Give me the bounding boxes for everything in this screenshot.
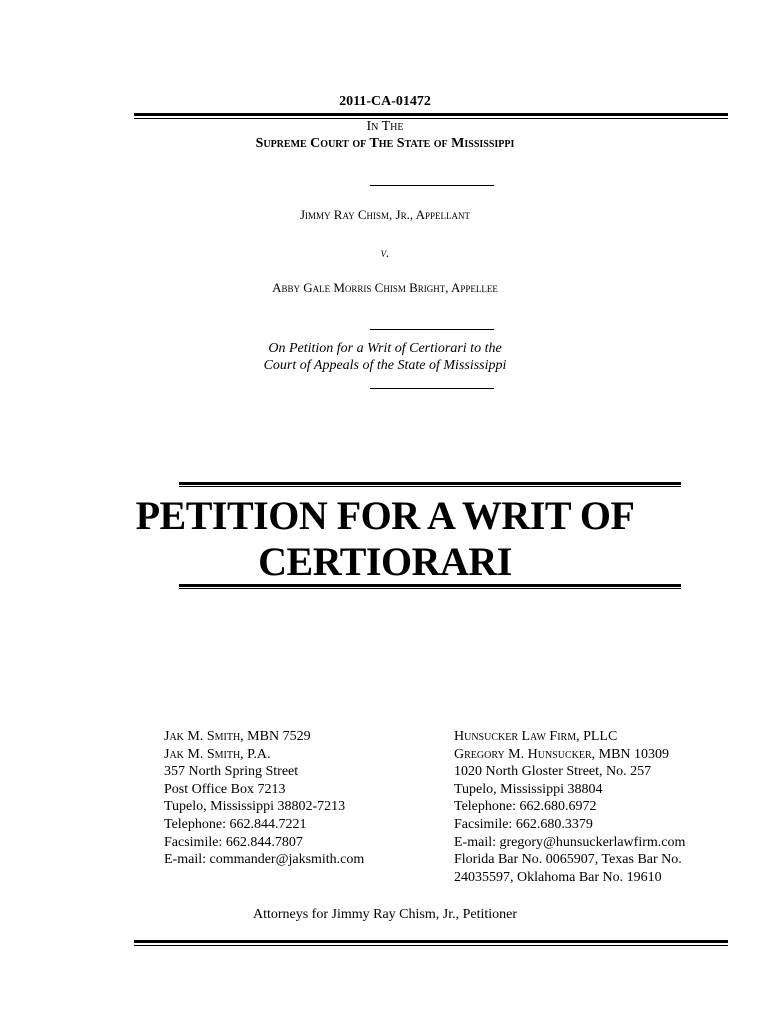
attorney-email: E-mail: gregory@hunsuckerlawfirm.com — [454, 834, 686, 850]
petition-subtitle-line2: Court of Appeals of the State of Mississippi — [263, 358, 507, 373]
footer-double-rule — [134, 940, 728, 946]
attorney-city: Tupelo, Mississippi 38804 — [454, 781, 603, 797]
attorney-city: Tupelo, Mississippi 38802-7213 — [164, 799, 346, 815]
appellant-name: Jimmy Ray Chism, Jr., Appellant — [299, 207, 471, 222]
attorney-telephone: Telephone: 662.680.6972 — [454, 799, 597, 815]
document-title — [0, 493, 770, 585]
court-name: Supreme Court of The State of Mississippi — [255, 136, 515, 151]
left-attorney-block — [164, 728, 364, 869]
petition-subtitle-line1: On Petition for a Writ of Certiorari to the — [268, 341, 502, 356]
attorney-street: 1020 North Gloster Street, No. 257 — [454, 764, 652, 780]
attorney-firm: Hunsucker Law Firm, PLLC — [454, 729, 618, 744]
attorney-facsimile: Facsimile: 662.844.7807 — [164, 834, 303, 850]
appellee-name: Abby Gale Morris Chism Bright, Appellee — [272, 280, 498, 295]
separator-line — [370, 329, 494, 330]
attorney-bar-numbers-line1: Florida Bar No. 0065907, Texas Bar No. — [454, 852, 682, 868]
title-bottom-rule — [179, 584, 681, 589]
document-title-line1: PETITION FOR A WRIT OF — [135, 493, 635, 538]
attorney-po-box: Post Office Box 7213 — [164, 781, 286, 797]
attorney-facsimile: Facsimile: 662.680.3379 — [454, 816, 593, 832]
case-number: 2011-CA-01472 — [339, 94, 431, 109]
attorney-name: Jak M. Smith, MBN 7529 — [164, 729, 311, 744]
versus-label: v. — [380, 245, 390, 260]
document-title-line2: CERTIORARI — [258, 539, 512, 584]
attorney-street: 357 North Spring Street — [164, 764, 299, 780]
title-top-rule — [179, 482, 681, 487]
attorney-bar-numbers-line2: 24035597, Oklahoma Bar No. 19610 — [454, 869, 662, 885]
separator-line — [370, 388, 494, 389]
right-attorney-block — [454, 728, 744, 886]
attorney-name: Gregory M. Hunsucker, MBN 10309 — [454, 746, 670, 762]
attorney-telephone: Telephone: 662.844.7221 — [164, 816, 307, 832]
attorneys-for-caption: Attorneys for Jimmy Ray Chism, Jr., Petitioner — [252, 907, 518, 922]
separator-line — [370, 185, 494, 186]
attorney-email: E-mail: commander@jaksmith.com — [164, 852, 365, 868]
attorney-firm: Jak M. Smith, P.A. — [164, 746, 271, 762]
court-intro: In The — [366, 119, 404, 134]
